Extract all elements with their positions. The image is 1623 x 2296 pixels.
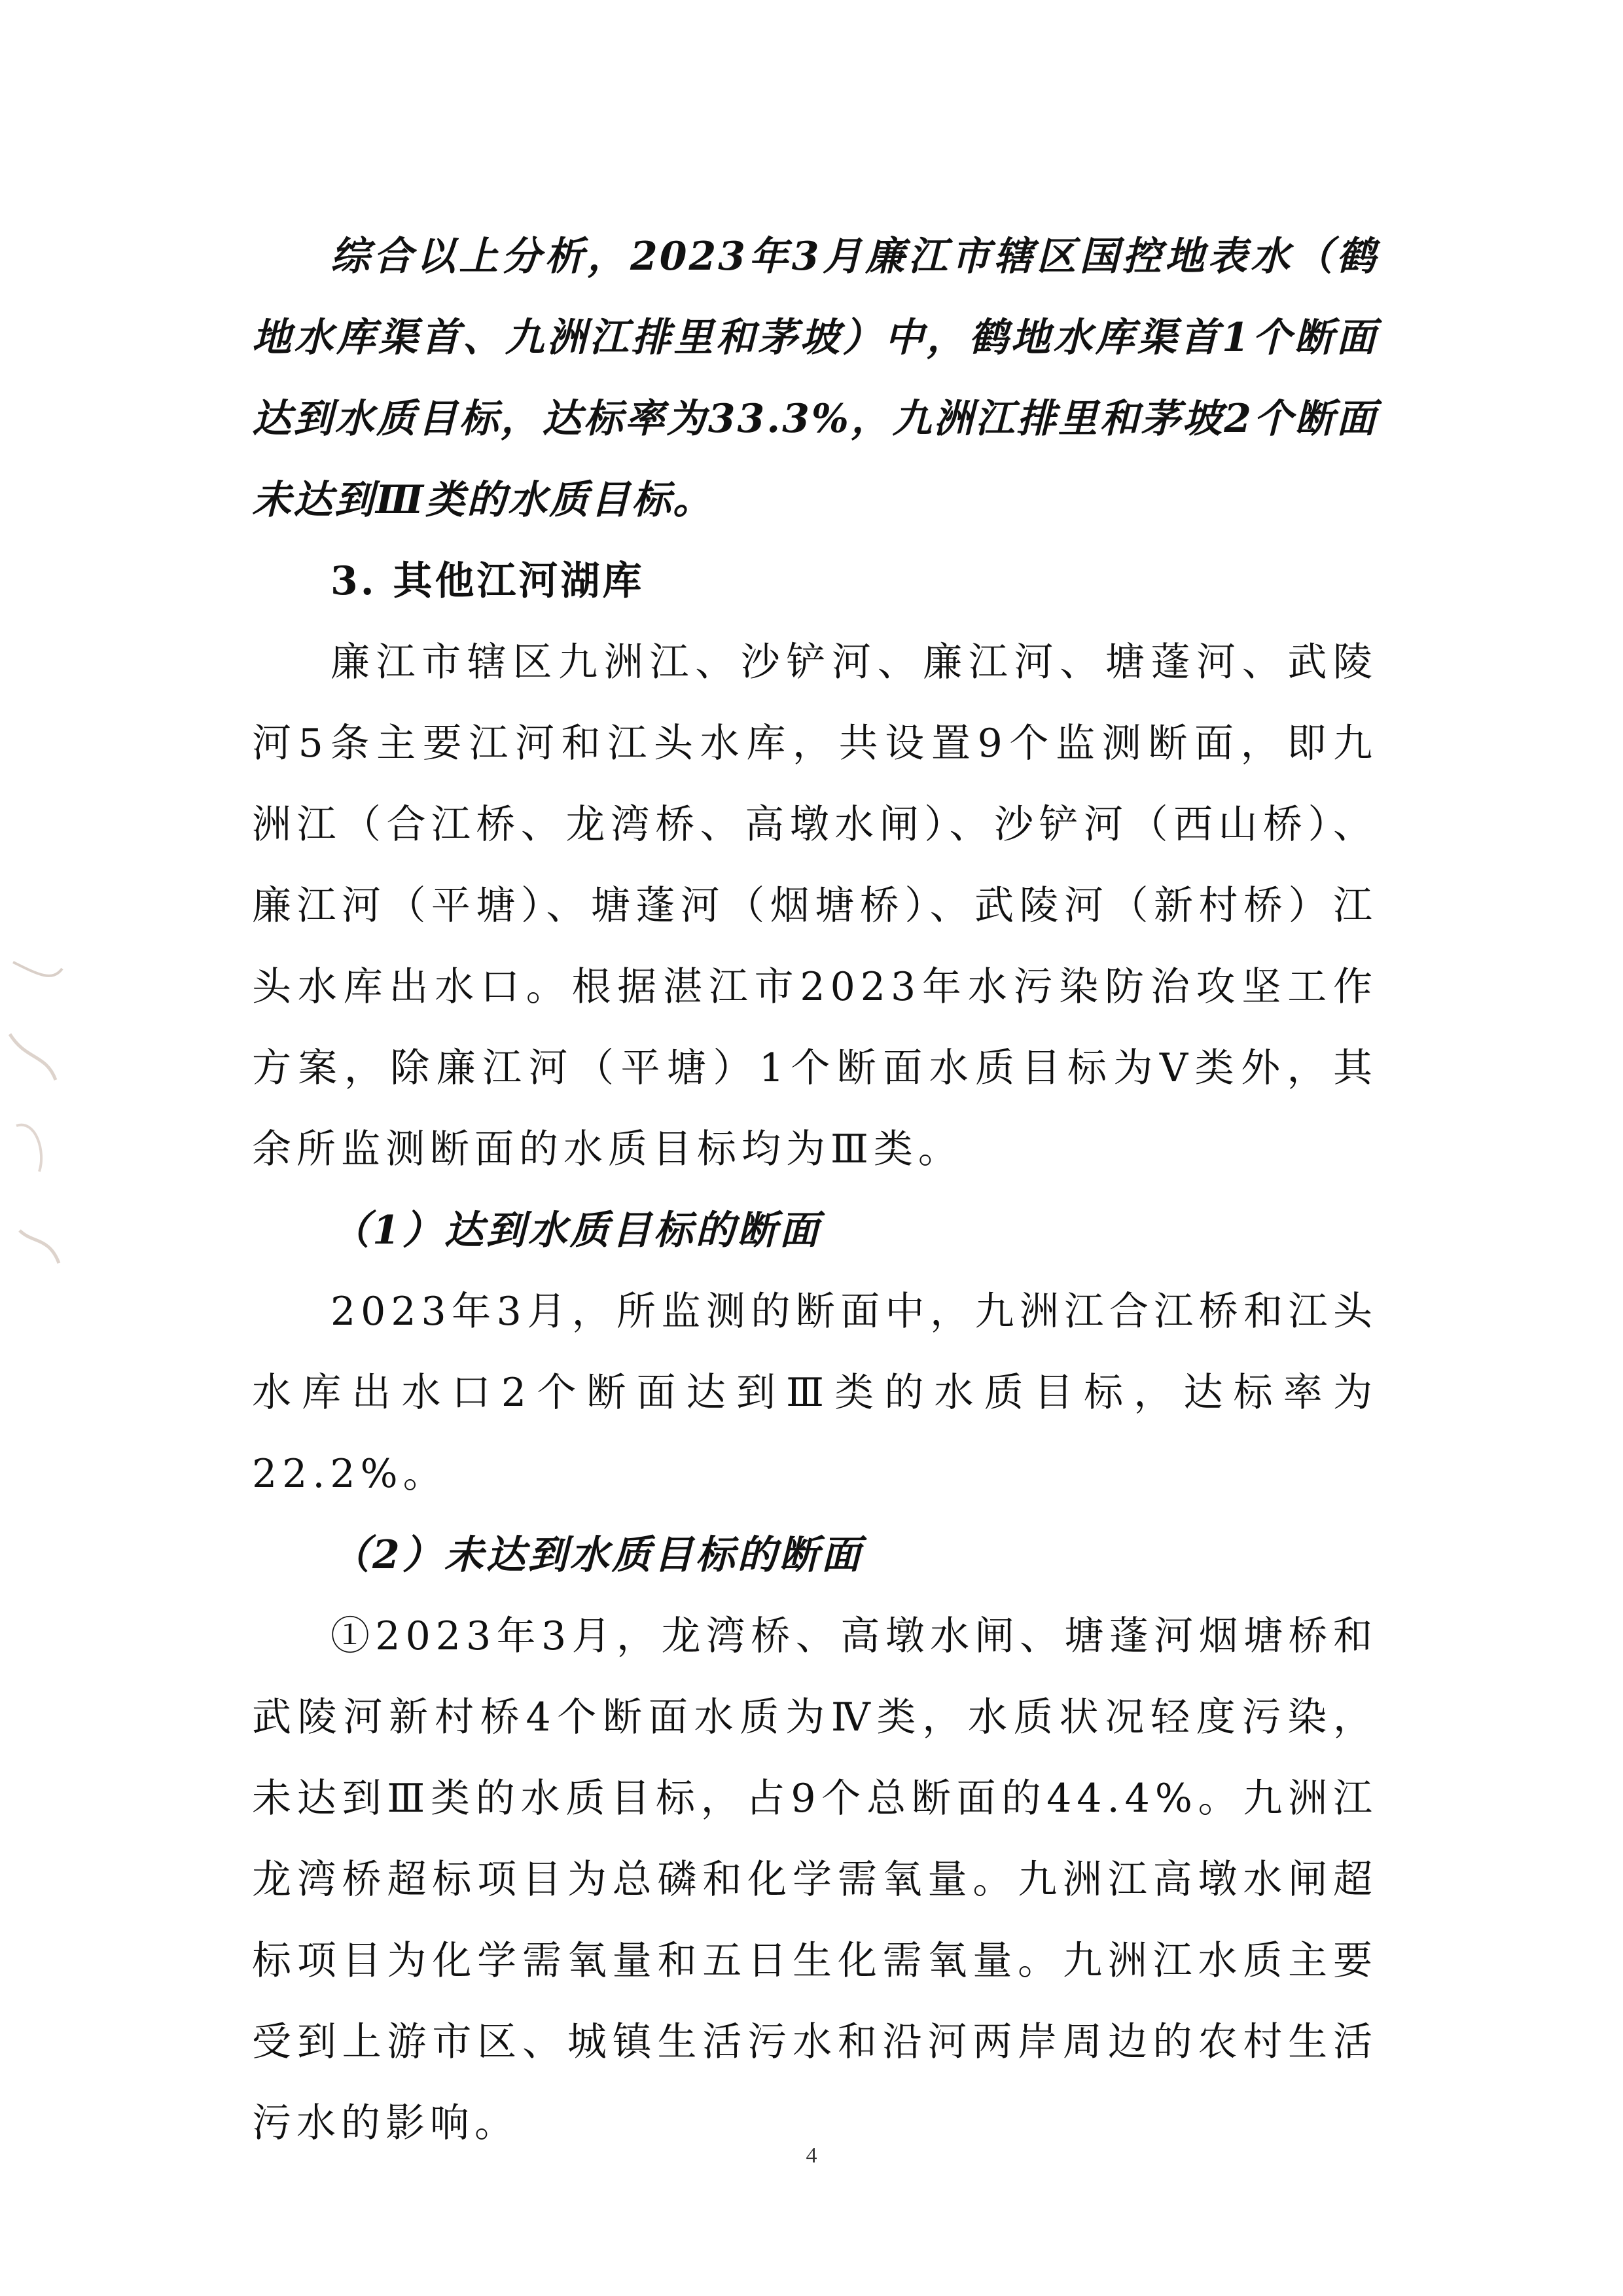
met-target-paragraph: 2023年3月，所监测的断面中，九洲江合江桥和江头水库出水口2个断面达到Ⅲ类的水质目标，达标率为22.2%。 [252, 1289, 1378, 1497]
subheading-met-target: （1）达到水质目标的断面 [330, 1208, 821, 1253]
not-met-target-paragraph: ①2023年3月，龙湾桥、高墩水闸、塘蓬河烟塘桥和武陵河新村桥4个断面水质为Ⅳ类，水质状况轻度污染，未达到Ⅲ类的水质目标，占9个总断面的44.4%。九洲江龙湾桥超标项目为总磷和化学需氧量。九洲江高墩水闸超标项目为化学需氧量和五日生化需氧量。九洲江水质主要受到上游市区、城镇生活污水和沿河两岸周边的农村生活污水的影响。 [252, 1613, 1378, 2146]
section-heading: 3. 其他江河湖库 [330, 558, 645, 604]
page-number: 4 [806, 2144, 817, 2168]
scan-edge-mark [0, 956, 72, 1296]
document-body [252, 216, 1378, 2164]
intro-paragraph: 廉江市辖区九洲江、沙铲河、廉江河、塘蓬河、武陵河5条主要江河和江头水库，共设置9个监测断面，即九洲江（合江桥、龙湾桥、高墩水闸）、沙铲河（西山桥）、廉江河（平塘）、塘蓬河（烟塘桥）、武陵河（新村桥）江头水库出水口。根据湛江市2023年水污染防治攻坚工作方案，除廉江河（平塘）1个断面水质目标为Ⅴ类外，其余所监测断面的水质目标均为Ⅲ类。 [252, 639, 1378, 1172]
subheading-not-met-target: （2）未达到水质目标的断面 [330, 1532, 863, 1578]
summary-paragraph: 综合以上分析，2023年3月廉江市辖区国控地表水（鹤地水库渠首、九洲江排里和茅坡）中，鹤地水库渠首1个断面达到水质目标，达标率为33.3%，九洲江排里和茅坡2个断面未达到Ⅲ类的水质目标。 [252, 234, 1378, 523]
